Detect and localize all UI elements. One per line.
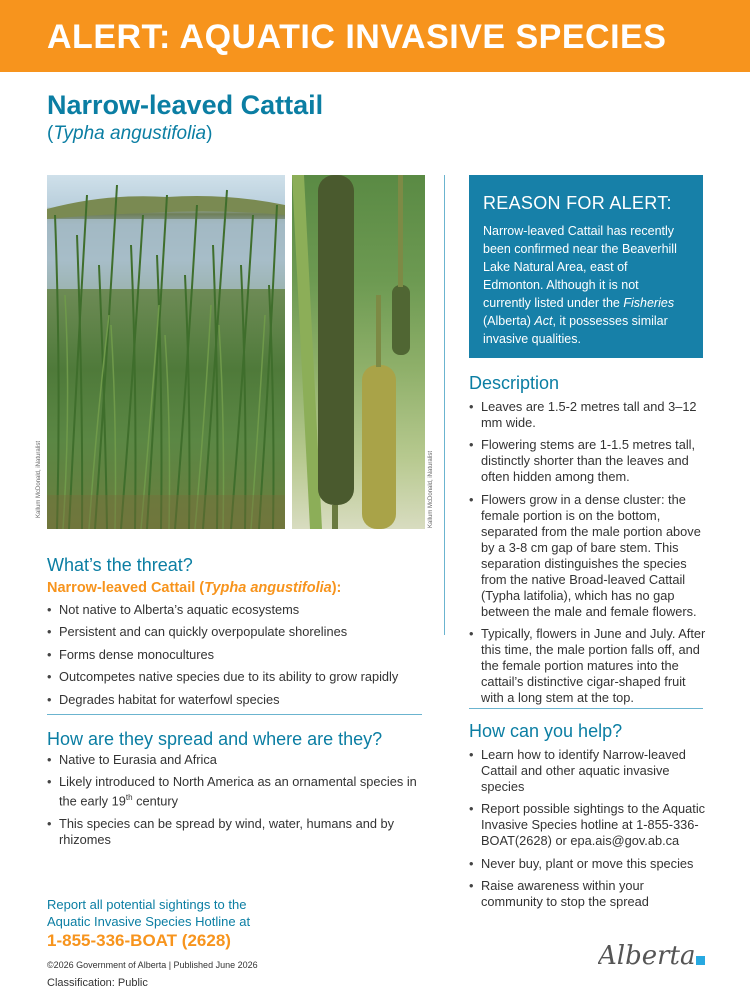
list-item: • Raise awareness within your community to stop the spread <box>469 878 709 910</box>
list-item: • Persistent and can quickly overpopulate shorelines <box>47 624 427 640</box>
list-item: • Native to Eurasia and Africa <box>47 752 422 768</box>
list-item: • Not native to Alberta’s aquatic ecosystems <box>47 602 427 618</box>
banner-title: ALERT: AQUATIC INVASIVE SPECIES <box>47 18 667 56</box>
list-item: • Degrades habitat for waterfowl species <box>47 692 427 708</box>
alert-text: Narrow-leaved Cattail has recently been confirmed near the Beaverhill Lake Natural Area, east of Edmonton. Although it is not currently listed under the Fisheries (Alberta) Act, it possesses similar invasive qualities. <box>483 224 677 346</box>
list-item: • This species can be spread by wind, water, humans and by rhizomes <box>47 816 422 848</box>
species-name: Narrow-leaved Cattail <box>47 90 324 120</box>
list-item: • Forms dense monocultures <box>47 647 427 663</box>
copyright: ©2026 Government of Alberta | Published June 2026 <box>47 960 258 970</box>
section-divider <box>47 714 422 715</box>
photo-credit-right: Kallum McDonald, iNaturalist <box>428 450 434 528</box>
threat-subheading: Narrow-leaved Cattail (Typha angustifolia): <box>47 580 342 596</box>
list-item: • Outcompetes native species due to its ability to grow rapidly <box>47 669 427 685</box>
list-item: • Flowering stems are 1-1.5 metres tall, distinctly shorter than the leaves and often hidden among them. <box>469 437 709 485</box>
species-scientific-name: (Typha angustifolia) <box>47 123 213 144</box>
list-item: • Likely introduced to North America as an ornamental species in the early 19th century <box>47 774 422 809</box>
section-divider <box>469 708 703 709</box>
description-list <box>469 399 709 713</box>
alert-heading: REASON FOR ALERT: <box>483 193 672 213</box>
spread-heading: How are they spread and where are they? <box>47 729 383 749</box>
help-list <box>469 747 709 917</box>
classification: Classification: Public <box>47 977 148 989</box>
hotline-phone: 1-855-336-BOAT (2628) <box>47 931 231 950</box>
help-heading: How can you help? <box>469 721 623 741</box>
description-heading: Description <box>469 373 560 393</box>
svg-text:Alberta: Alberta <box>598 941 696 971</box>
column-divider <box>444 175 445 635</box>
list-item: • Report possible sightings to the Aquatic Invasive Species hotline at 1-855-336-BOAT(2628) or epa.ais@gov.ab.ca <box>469 801 709 849</box>
threat-heading: What’s the threat? <box>47 555 193 575</box>
list-item: • Typically, flowers in June and July. After this time, the male portion falls off, and the female portion matures into the cattail’s distinctive cigar-shaped fruit with a long stem at the top. <box>469 626 709 706</box>
list-item: • Leaves are 1.5-2 metres tall and 3–12 mm wide. <box>469 399 709 431</box>
alberta-logo <box>598 938 708 972</box>
list-item: • Learn how to identify Narrow-leaved Cattail and other aquatic invasive species <box>469 747 709 795</box>
spread-list <box>47 752 422 854</box>
cattail-spikes-photo <box>292 175 425 529</box>
reason-for-alert-box <box>469 175 703 358</box>
alert-banner <box>0 0 750 72</box>
cattail-lake-photo <box>47 175 285 529</box>
threat-list <box>47 602 427 714</box>
photo-credit-left: Kallum McDonald, iNaturalist <box>36 440 42 518</box>
list-item: • Never buy, plant or move this species <box>469 856 709 872</box>
list-item: • Flowers grow in a dense cluster: the female portion is on the bottom, separated from the male portion above by a 3-8 cm gap of bare stem. This separation distinguishes the species from the native Broad-leaved Cattail (Typha latifolia), which has no gap between the male and female flowers. <box>469 492 709 620</box>
report-sightings-text: Report all potential sightings to the Aquatic Invasive Species Hotline at <box>47 897 251 929</box>
